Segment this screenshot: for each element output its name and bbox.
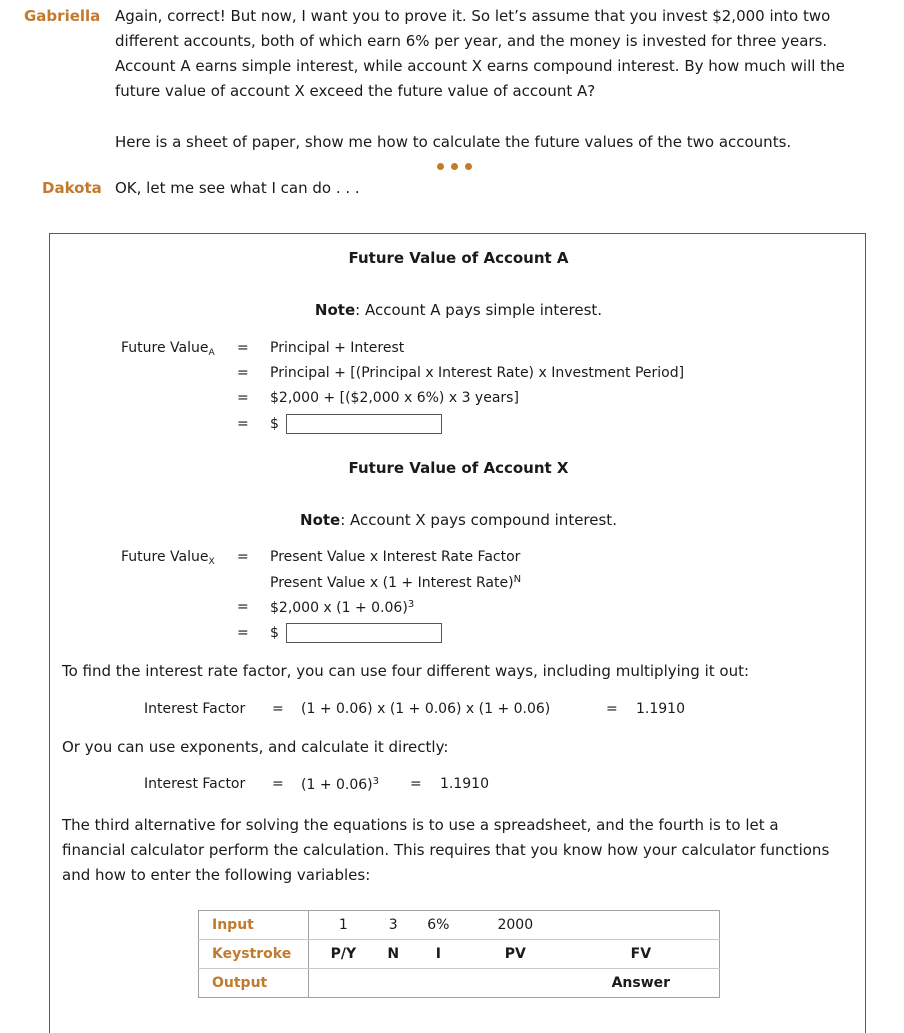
equals-sign: = [410,776,422,792]
expression-text: (1 + 0.06) [301,777,373,793]
account-a-step-3: $2,000 + [($2,000 x 6%) x 3 years] [270,390,519,406]
row-label-keystroke: Keystroke [199,940,309,969]
dakota-message: OK, let me see what I can do . . . [115,179,360,197]
account-x-step-2 [270,574,521,591]
interest-factor-result: 1.1910 [636,701,685,717]
table-row-input [199,911,720,940]
lhs-text: Future Value [121,549,209,565]
keystroke-cell: PV [468,940,563,969]
gabriella-line: Account A earns simple interest, while account X earns compound interest. By how much will the [115,57,845,75]
note-text: : Account A pays simple interest. [355,301,603,319]
interest-factor-result: 1.1910 [440,776,489,792]
keystroke-cell: I [409,940,468,969]
currency-sign: $ [270,625,279,641]
equals-sign: = [272,776,284,792]
output-cell [309,969,378,998]
account-x-note [50,511,867,529]
speaker-gabriella: Gabriella [24,7,101,25]
equals-sign: = [606,701,618,717]
step-text: $2,000 x (1 + 0.06) [270,600,408,616]
account-a-note [50,301,867,319]
input-cell: 1 [309,911,378,940]
worksheet-panel [49,233,866,1033]
lhs-subscript: A [208,348,215,358]
keystroke-cell: P/Y [309,940,378,969]
explain-paragraph-2: Or you can use exponents, and calculate it directly: [62,738,449,756]
gabriella-message [115,4,845,104]
account-x-step-1: Present Value x Interest Rate Factor [270,549,521,565]
equals-sign: = [237,365,249,381]
input-cell: 2000 [468,911,563,940]
equals-sign: = [237,625,249,641]
superscript: N [513,574,522,585]
paragraph-line: The third alternative for solving the equations is to use a spreadsheet, and the fourth is to let a [62,816,779,834]
input-cell: 6% [409,911,468,940]
ellipsis-dots-icon [437,162,479,170]
table-row-output [199,969,720,998]
note-text: : Account X pays compound interest. [340,511,617,529]
output-cell [378,969,409,998]
interest-factor-label: Interest Factor [144,701,246,717]
equals-sign: = [237,416,249,432]
paragraph-line: and how to enter the following variables: [62,866,371,884]
gabriella-line: future value of account X exceed the future value of account A? [115,82,596,100]
account-a-step-1: Principal + Interest [270,340,405,356]
explain-paragraph-1: To find the interest rate factor, you can use four different ways, including multiplying it out: [62,662,750,680]
gabriella-line: Again, correct! But now, I want you to prove it. So let’s assume that you invest $2,000 into two [115,7,831,25]
row-label-output: Output [199,969,309,998]
interest-factor-label: Interest Factor [144,776,246,792]
account-x-title: Future Value of Account X [348,459,569,477]
account-a-title: Future Value of Account A [348,249,569,267]
explain-paragraph-3 [62,813,829,888]
equals-sign: = [272,701,284,717]
calculator-table [198,910,720,998]
input-cell [563,911,720,940]
keystroke-cell: FV [563,940,720,969]
speaker-dakota: Dakota [42,179,102,197]
future-value-a-label [121,340,215,358]
lhs-text: Future Value [121,340,209,356]
equals-sign: = [237,340,249,356]
output-cell [468,969,563,998]
account-x-answer-input[interactable] [286,623,442,643]
note-label: Note [314,301,356,319]
paragraph-line: financial calculator perform the calculation. This requires that you know how your calculator functions [62,841,830,859]
future-value-x-label [121,549,215,567]
superscript: 3 [372,776,380,787]
interest-factor-expression: (1 + 0.06) x (1 + 0.06) x (1 + 0.06) [301,701,551,717]
superscript: 3 [407,599,415,610]
equals-sign: = [237,599,249,615]
account-a-answer-input[interactable] [286,414,442,434]
output-cell [409,969,468,998]
account-a-step-2: Principal + [(Principal x Interest Rate) x Investment Period] [270,365,685,381]
interest-factor-expression [301,776,379,793]
keystroke-cell: N [378,940,409,969]
gabriella-line: Here is a sheet of paper, show me how to calculate the future values of the two accounts. [115,133,792,151]
step-text: Present Value x (1 + Interest Rate) [270,575,514,591]
input-cell: 3 [378,911,409,940]
row-label-input: Input [199,911,309,940]
equals-sign: = [237,390,249,406]
table-row-keystroke [199,940,720,969]
note-label: Note [300,511,341,529]
currency-sign: $ [270,416,279,432]
lhs-subscript: X [208,557,215,567]
equals-sign: = [237,549,249,565]
gabriella-line: different accounts, both of which earn 6% per year, and the money is invested for three years. [115,32,828,50]
account-x-step-3 [270,599,414,616]
output-cell: Answer [611,975,671,991]
